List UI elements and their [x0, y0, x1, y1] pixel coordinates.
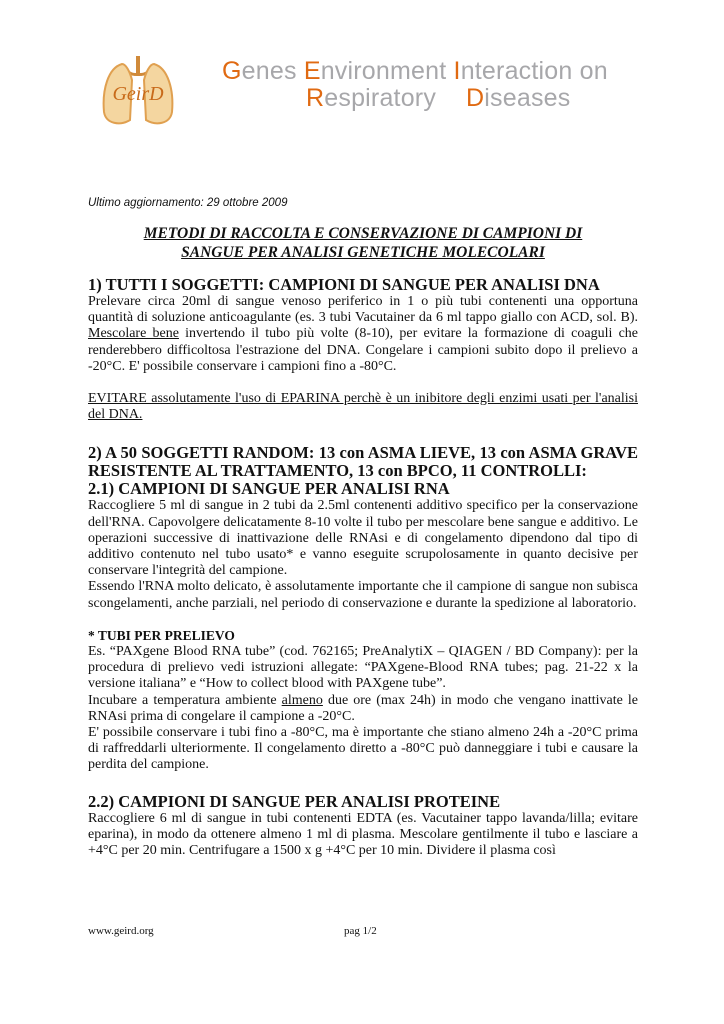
- section-1-heading: 1) TUTTI I SOGGETTI: CAMPIONI DI SANGUE PER ANALISI DNA: [88, 275, 600, 294]
- paragraph-text: Prelevare circa 20ml di sangue venoso periferico in 1 o più tubi contenenti una opportuna quantità di soluzione anticoagulante (es. 3 tubi Vacutainer da 6 ml tappo giallo con ACD, sol. B).: [88, 294, 638, 326]
- underlined-text: Mescolare bene: [88, 326, 179, 342]
- section-1-warning: EVITARE assolutamente l'uso di EPARINA perchè è un inibitore degli enzimi usati per l'analisi del DNA.: [88, 391, 638, 423]
- brand-word: espiratory: [324, 84, 437, 112]
- tubes-paragraph-1: Es. “PAXgene Blood RNA tube” (cod. 762165; PreAnalytiX – QIAGEN / BD Company): per la procedura di prelievo vedi istruzioni allegate: “PAXgene-Blood RNA tubes; pag. 21-22 x la versione italiana” e “How to collect blood with PAXgene tube”.: [88, 644, 638, 692]
- brand-cap: I: [453, 57, 461, 85]
- tubes-heading: * TUBI PER PRELIEVO: [88, 627, 235, 643]
- brand-word: nteraction on: [460, 57, 608, 85]
- brand-word: nvironment: [320, 57, 454, 85]
- section-2-2-heading: 2.2) CAMPIONI DI SANGUE PER ANALISI PROTEINE: [88, 791, 501, 811]
- section-2-1-paragraph-2: Essendo l'RNA molto delicato, è assolutamente importante che il campione di sangue non subisca scongelamenti, anche parziali, nel periodo di conservazione e durante la spedizione al laboratorio.: [88, 579, 638, 611]
- brand-line-1: [222, 58, 608, 85]
- paragraph-text: Incubare a temperatura ambiente: [88, 692, 282, 708]
- section-2-heading: 2) A 50 SOGGETTI RANDOM: 13 con ASMA LIEVE, 13 con ASMA GRAVE RESISTENTE AL TRATTAMENTO, 13 con BPCO, 11 CONTROLLI:: [88, 443, 638, 481]
- paragraph-text: due ore (max 24h) in modo che vengano inattivate le RNAsi prima di congelare il campione a -20°C.: [88, 692, 638, 724]
- footer-page-number: pag 1/2: [344, 925, 377, 937]
- brand-cap: D: [466, 84, 485, 112]
- section-2-1-paragraph-1: Raccogliere 5 ml di sangue in 2 tubi da 2.5ml contenenti additivo specifico per la conservazione dell'RNA. Capovolgere delicatamente 8-10 volte il tubo per mescolare bene sangue e additivo. Le operazioni successive di inattivazione delle RNAsi e di congelamento dipendono dal tipo di additivo contenuto nel tubo usato* e vanno eseguite scrupolosamente in quanto decisive per conservare l'integrità del campione.: [88, 498, 638, 579]
- geird-lungs-logo: [98, 50, 178, 130]
- last-updated: Ultimo aggiornamento: 29 ottobre 2009: [88, 197, 288, 209]
- brand-cap: R: [306, 84, 325, 112]
- brand-title: [222, 58, 608, 112]
- section-2-2-paragraph: Raccogliere 6 ml di sangue in tubi contenenti EDTA (es. Vacutainer tappo lavanda/lilla; evitare eparina), in modo da ottenere almeno 1 ml di plasma. Mescolare gentilmente il tubo e lasciare a +4°C per 20 min. Centrifugare a 1500 x g +4°C per 10 min. Dividere il plasma così: [88, 810, 638, 859]
- document-body: [88, 276, 638, 859]
- paragraph-text: invertendo il tubo più volte (8-10), per evitare la formazione di coaguli che renderebbero difficoltosa l'estrazione del DNA. Congelare i campioni subito dopo il prelievo a -20°C. E' possibile conservare i campioni fino a -80°C.: [88, 326, 638, 374]
- footer-website: www.geird.org: [88, 925, 154, 937]
- brand-cap: E: [303, 57, 321, 85]
- brand-word: enes: [241, 57, 304, 85]
- brand-line-2: [222, 85, 608, 112]
- document-title: [88, 224, 638, 262]
- brand-cap: G: [222, 57, 242, 85]
- underlined-text: almeno: [281, 692, 323, 708]
- section-2-1-heading: 2.1) CAMPIONI DI SANGUE PER ANALISI RNA: [88, 479, 450, 499]
- title-line-1: METODI DI RACCOLTA E CONSERVAZIONE DI CAMPIONI DI: [143, 225, 583, 242]
- tubes-paragraph-2: [88, 693, 638, 725]
- tubes-paragraph-3: E' possibile conservare i tubi fino a -80°C, ma è importante che stiano almeno 24h a -20°C prima di raffreddarli ulteriormente. Il congelamento diretto a -80°C può danneggiare i tubi e causare la perdita del campione.: [88, 725, 638, 773]
- section-1-paragraph: [88, 294, 638, 375]
- brand-word: iseases: [484, 84, 571, 112]
- title-line-2: SANGUE PER ANALISI GENETICHE MOLECOLARI: [181, 244, 545, 261]
- logo-text: GeirD: [112, 83, 164, 105]
